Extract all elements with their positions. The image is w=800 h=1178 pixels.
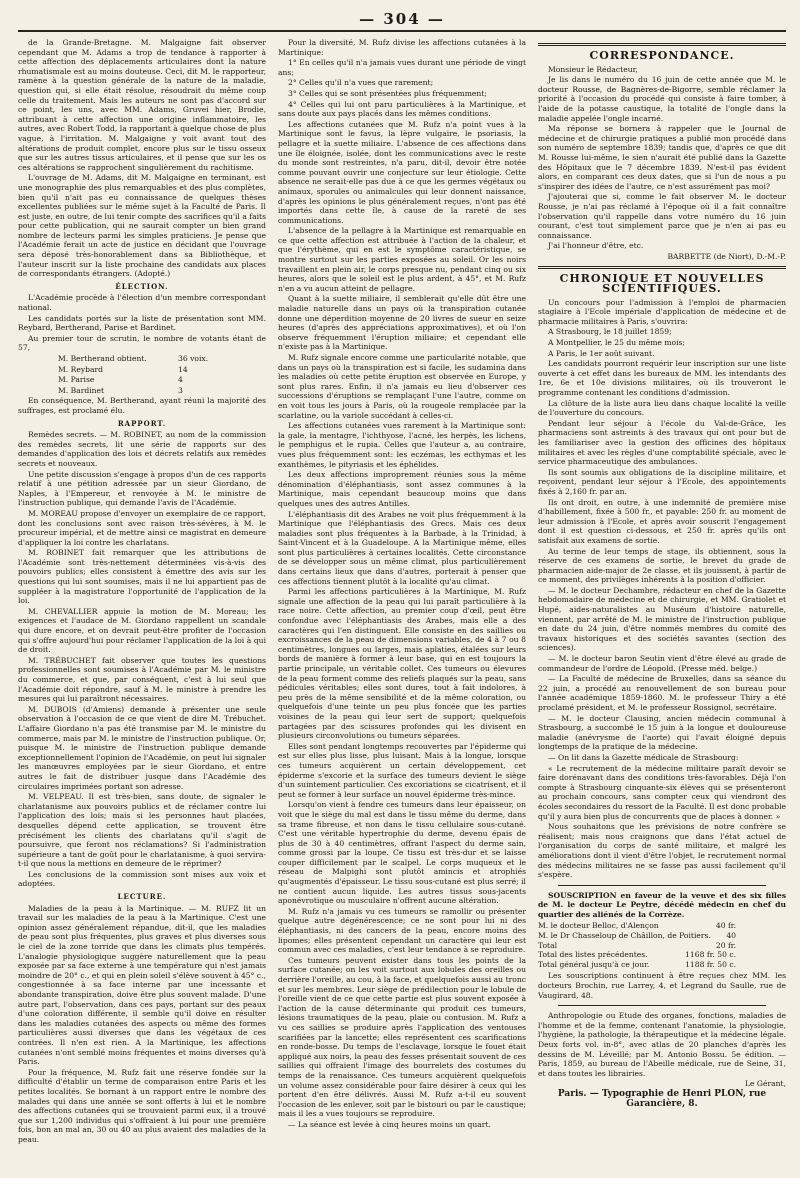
paragraph: Les souscriptions continuent à être reçues chez MM. les docteurs Brochin, rue Larrey, 4, et Legrand du Saulle, rue de Vaugirard, 48. [538,971,786,1000]
paragraph: A Strasbourg, le 18 juillet 1859; [548,327,672,337]
paragraph: M. Rufz signale encore comme une particularité notable, que dans un pays où la transpiration est si facile, les sudamina dans les maladies où cette petite éruption est observée en Europe, y sont plus rares. Enfin, il n'a jamais eu lieu d'observer ces successions d'éruptions se remplaçant l'une l'autre, comme on en voit tous les jours à Paris, où la rougeole remplacée par la scarlatine, ou la variole succédant à celles-ci. [278,353,526,420]
subscription-heading: SOUSCRIPTION en faveur de la veuve et des six filles de M. le docteur Le Peytre, décédé médecin en chef du quartier des aliénés de la Corrèze. [538,890,786,919]
paragraph: — La Faculté de médecine de Bruxelles, dans sa séance du 22 juin, a procédé au renouvellement de son bureau pour l'année académique 1859-1860. M. le professeur Thiry a été proclamé président, et M. le professeur Rossignol, secrétaire. [538,674,786,712]
list-item: 1° En celles qu'il n'a jamais vues durant une période de vingt ans; [278,58,526,77]
paragraph: Pendant leur séjour à l'école du Val-de-Grâce, les pharmaciens sont astreints à des travaux qui ont pour but de les familiariser avec la gestion des officines des hôpitaux militaires et avec les règles d'une comptabilité spéciale, avec le service pharmaceutique des ambulances. [538,418,786,467]
section-heading-chronique: CHRONIQUE ET NOUVELLES SCIENTIFIQUES. [559,272,765,296]
paragraph: Ils ont droit, en outre, à une indemnité de première mise d'habillement, fixée à 500 fr., et payable: 250 fr. au moment de leur admission à l'Ecole, et après avoir souscrit l'engagement dont il est question ci-dessous, et 250 fr. après qu'ils ont satisfait aux examens de sortie. [538,497,786,545]
paragraph: Au premier tour de scrutin, le nombre de votants étant de 57, [18,333,266,353]
paragraph: M. ROBINET fait remarquer que les attributions de l'Académie sont très-nettement déterminées vis-à-vis des pouvoirs publics; elles consistent à émettre des avis sur les questions qui lui sont soumises, mais il ne lui appartient pas de suppléer à la magistrature l'opportunité de l'application de la loi. [18,548,266,606]
paragraph: — M. le docteur baron Seutin vient d'être élevé au grade de commandeur de l'ordre de Léopold. (Presse méd. belge.) [538,654,786,673]
double-rule [538,43,786,46]
section-heading-rapport: RAPPORT. [117,418,167,428]
list-item: 2° Celles qu'il n'a vues que rarement; [288,78,434,88]
divider [558,1005,766,1006]
paragraph: — M. le docteur Dechambre, rédacteur en chef de la Gazette hebdomadaire de médecine et de chirurgie, et MM. Gratiolet et Hupé, aides-naturalistes au Muséum d'histoire naturelle, viennent, par arrêté de M. le ministre de l'instruction publique en date du 24 juin, d'être nommés membres du comité des travaux historiques et des sociétés savantes (section des sciences). [538,585,786,653]
signature: BARBETTE (de Niort), D.-M.-P. [667,251,786,261]
paragraph: Quant à la suette miliaire, il semblerait qu'elle dût être une maladie naturelle dans un pays où la transpiration cutanée donne une déperdition moyenne de 20 livres de sueur en seize heures (d'après des appréciations approximatives), et où l'on observe fréquemment l'éruption miliaire; et cependant elle n'existe pas à la Martinique. [278,294,526,352]
paragraph: La clôture de la liste aura lieu dans chaque localité la veille de l'ouverture du concours. [538,398,786,418]
vote-row: M. Reybard 14 [58,364,188,374]
paragraph: M. CHEVALLIER appuie la motion de M. Moreau; les exigences et l'audace de M. Giordano rappellent un scandale qui dure encore, et on devrait peut-être profiter de l'occasion qui s'offre aujourd'hui pour réclamer l'application de la loi à qui de droit. [18,606,266,655]
paragraph: En conséquence, M. Bertherand, ayant réuni la majorité des suffrages, est proclamé élu. [18,396,266,415]
subscription-row: M. le Dr Chasseloup de Châillon, de Poitiers. 40 [538,931,736,941]
paragraph: Remèdes secrets. — M. ROBINET, au nom de la commission des remèdes secrets, lit une série de rapports sur des demandes d'application des lois et décrets relatifs aux remèdes secrets et nouveaux. [18,430,266,468]
salutation: Monsieur le Rédacteur, [548,64,638,74]
paragraph: Les conclusions de la commission sont mises aux voix et adoptées. [18,869,266,889]
paragraph: Pour la diversité, M. Rufz divise les affections cutanées à la Martinique: [278,38,526,57]
paragraph: Parmi les affections particulières à la Martinique, M. Rufz signale une affection de la peau qui lui paraît particulière à la race noire. Cette affection, au premier coup d'œil, peut être confondue avec l'éléphantiasis des Arabes, mais elle a des caractères qui l'en distinguent. Elle consiste en des saillies ou excroissances de la peau de dimensions variables, de 4 à 7 ou 8 centimètres, longues ou larges, mais aplaties, étalées sur leurs bords de manière à former à leur base, qui en est toujours la partie principale, un véritable collet. Ces tumeurs ou élevures de la peau forment comme des reliefs plaqués sur la peau, sans pédicules véritables; elles sont dures, tout à fait indolores, à peu près de la même sensibilité et de la même coloration, ou quelquefois d'une teinte un peu plus foncée que les parties voisines de la peau qui leur sert de support; quelquefois partagées par des scissures profondes qui les divisent en plusieurs circonvolutions ou tumeurs séparées. [278,587,526,741]
vote-row: M. Bertherand obtient. 36 voix. [58,354,209,363]
subscription-row: Total 20 fr. [538,940,736,950]
paragraph: J'ajouterai que si, comme le fait observer M. le docteur Rousse, je n'ai pas réclamé à l'époque où il a fait connaître l'observation qu'il rappelle dans votre numéro du 16 juin courant, c'est tout simplement parce que je n'en ai pas eu connaissance. [538,192,786,240]
paragraph: L'ouvrage de M. Adams, dit M. Malgaigne en terminant, est une monographie des plus remarquables et des plus complètes, bien qu'il n'ait pas eu connaissance de quelques thèses excellentes publiées sur le même sujet à la Faculté de Paris. Il est juste, en outre, de lui tenir compte des sacrifices qu'il a faits pour cette publication, qui ne saurait compter un bien grand nombre de lecteurs parmi les simples praticiens. Je pense que l'Académie ferait un acte de justice en décidant que l'ouvrage sera déposé très-honorablement dans sa Bibliothèque, et l'auteur inscrit sur la liste prochaine des candidats aux places de correspondants étrangers. (Adopté.) [18,173,266,279]
paragraph: Lorsqu'on vient à fendre ces tumeurs dans leur épaisseur, on voit que le siège du mal est dans le tissu même du derme, dans sa trame fibreuse, et non dans le tissu cellulaire sous-cutané. C'est une véritable hypertrophie du derme, devenu épais de plus de 30 à 40 centimètres, offrant l'aspect du derme sain, comme grossi par la loupe. Ce tissu est très-dur et se laisse couper difficilement par le scalpel. Le corps muqueux et le réseau de Malpighi sont plutôt amincis et atrophiés qu'augmentés d'épaisseur. Le tissu sous-cutané est plus serré; il ne contient aucun liquide. Les autres tissus sous-jacents aponévrotique ou musculaire n'offrent aucune altération. [278,800,526,906]
paragraph: Elles sont pendant longtemps recouvertes par l'épiderme qui est sur elles plus lisse, plus luisant. Mais à la longue, lorsque ces tumeurs acquièrent un certain développement, cet épiderme s'excorie et la surface des tumeurs devient le siège d'un suintement particulier. Ces excoriations se cicatrisent, et il peut se former à leur surface un nouvel épiderme très-mince. [278,741,526,799]
closing-line: — La séance est levée à cinq heures moins un quart. [288,1119,491,1129]
column-1 [18,38,266,1158]
paragraph: de la Grande-Bretagne. M. Malgaigne fait observer cependant que M. Adams a trop de tendance à rapporter à cette affection des déplacements articulaires dont la nature rhumatismale est au moins douteuse. Ceci, dit M. le rapporteur, ramène à la question générale de la nature de la maladie, question qui, si elle était résolue, résoudrait du même coup celle du traitement. Mais les auteurs ne sont pas d'accord sur ce point, les uns, avec MM. Adams, Gruvei hier, Brodie, attribuant à cette affection une origine inflammatoire, les autres, avec Robert Todd, la rapportant à quelque chose de plus vague, à l'irritation. M. Malgaigne y voit avant tout des altérations de produit complet, encore plus sur le tissu osseux que sur les autres tissus articulaires, et il pense que sur les os ces altérations se rapprochent singulièrement du rachitisme. [18,38,266,172]
subscription-row: Total général jusqu'à ce jour. 1188 fr. 50 c. [538,959,736,969]
paragraph: L'absence de la pellagre à la Martinique est remarquable en ce que cette affection est attribuée à l'action de la chaleur, et que l'érythème, qui en est le symptôme caractéristique, se montre surtout sur les parties exposées au soleil. Or les noirs travaillent en plein air, le corps presque nu, pendant cinq ou six heures, alors que le soleil est le plus ardent, à 45°, et M. Rufz n'en a vu aucun atteint de pellagre. [278,226,526,293]
paragraph: M. VELPEAU. Il est très-bien, sans doute, de signaler le charlatanisme aux pouvoirs publics et de réclamer contre lui l'application des lois; mais si les personnes haut placées, desquelles dépend cette application, se trouvent être précisément les clients des charlatans qu'il s'agit de poursuivre, que feront nos réclamations? Si l'administration supérieure a tant de goût pour le charlatanisme, à quoi servira-t-il que nous la mettions en demeure de le réprimer? [18,792,266,869]
paragraph: M. MOREAU propose d'envoyer un exemplaire de ce rapport, dont les conclusions sont avec raison très-sévères, à M. le procureur impérial, et de mettre ainsi ce magistrat en demeure d'appliquer la loi contre les charlatans. [18,508,266,547]
vote-row: M. Parise 4 [58,375,183,385]
list-item: 4° Celles qui lui ont paru particulières à la Martinique, et sans doute aux pays placés dans les mêmes conditions. [278,99,526,119]
page-number: — 304 — [359,10,445,28]
subscription-row: M. le docteur Belloc, d'Alençon 40 fr. [538,921,736,931]
paragraph: M. TRÉBUCHET fait observer que toutes les questions professionnelles sont soumises à l'Académie par M. le ministre du commerce, et que, par conséquent, c'est à lui seul que l'Académie doit répondre, sauf à M. le ministre à prendre les mesures qui lui paraîtront nécessaires. [18,655,266,704]
paragraph: Un concours pour l'admission à l'emploi de pharmacien stagiaire à l'Ecole impériale d'application de médecine et de pharmacie militaires à Paris, s'ouvrira: [538,297,786,326]
paragraph: Ces tumeurs peuvent exister dans tous les points de la surface cutanée; on les voit surtout aux lobules des oreilles ou derrière l'oreille, au cou, à la face, et quelquefois aussi au tronc et sur les membres. Leur siège de prédilection pour le lobule de l'oreille vient de ce que cette partie est plus souvent exposée à l'action de la cause déterminante qui produit ces tumeurs, lésions traumatiques de la peau, plaie ou contusion. M. Rufz a vu ces saillies se produire après l'application des ventouses scarifiées par la lancette; elles représentent ces scarifications en ronde-bosse. Du temps de l'esclavage, lorsque le fouet était appliqué aux noirs, la peau des fesses présentait souvent de ces saillies qui offraient l'image des bourrelets des costumes du temps de la renaissance. Ces tumeurs acquièrent quelquefois un volume assez considérable pour faire désirer à ceux qui les portent d'en être délivrés. Aussi M. Rufz a-t-il eu souvent l'occasion de les enlever, soit par le bistouri ou par le caustique; mais il les a vues toujours se reproduire. [278,955,526,1119]
columns [18,38,786,1158]
vote-row: M. Bardinet 3 [58,385,183,395]
paragraph: M. Rufz n'a jamais vu ces tumeurs se ramollir ou présenter quelque autre dégénérescence; ce ne sont pour lui ni des éléphantiasis, ni des cancers de la peau, encore moins des lipomes; elles présentent cependant un caractère qui leur est commun avec ces maladies, c'est leur tendance à se reproduire. [278,906,526,955]
header-rule [18,30,786,32]
paragraph: Je lis dans le numéro du 16 juin de cette année que M. le docteur Rousse, de Bagnères-de-Bigorre, semble réclamer la priorité à l'occasion du procédé qui consiste à faire tomber, à l'aide de la potasse caustique, la totalité de l'ongle dans la maladie appelée l'ongle incarné. [538,75,786,123]
paragraph: Pour la fréquence, M. Rufz fait une réserve fondée sur la difficulté d'établir un terme de comparaison entre Paris et les petites localités. Se bornant à un rapport entre le nombre des malades qui dans une année se sont offerts à lui et le nombre des affections cutanées qui se trouvaient parmi eux, il a trouvé que sur 1,200 individus qui s'offraient à lui pour une première fois, bon an mal an, 30 ou 40 au plus avaient des maladies de la peau. [18,1067,266,1144]
paragraph: L'Académie procède à l'élection d'un membre correspondant national. [18,293,266,313]
paragraph: « Le recrutement de la médecine militaire paraît devoir se faire dorénavant dans des conditions très-favorables. Déjà l'on compte à Strasbourg cinquante-six élèves qui se présenteront au prochain concours, sans compter ceux qui viendront des écoles secondaires du ressort de la Faculté. Il est donc probable qu'il y aura bien plus de concurrents que de places à donner. » [538,763,786,821]
book-notice: Anthropologie ou Etude des organes, fonctions, maladies de l'homme et de la femme, contenant l'anatomie, la physiologie, l'hygiène, la pathologie, la thérapeutique et la médecine légale. Deux forts vol. in-8°, avec atlas de 20 planches d'après les dessins de M. Léveillé; par M. Antonio Bossu. 5e édition. — Paris, 1859, au bureau de l'Abeille médicale, rue de Seine, 31, et dans toutes les librairies. [538,1011,786,1078]
paragraph: L'éléphantiasis dit des Arabes ne voit plus fréquemment à la Martinique que l'éléphantiasis des Grecs. Mais ces deux maladies sont plus fréquentes à la Barbade, à la Trinidad, à Saint-Vincent et à la Guadeloupe. A la Martinique même, elles sont plus particulières à certaines localités. Cette circonstance de se développer sous un même climat, plus particulièrement dans certains lieux que dans d'autres, porterait à penser que ces affections tiennent plutôt à la localité qu'au climat. [278,509,526,586]
paragraph: Maladies de la peau à la Martinique. — M. RUFZ lit un travail sur les maladies de la peau à la Martinique. C'est une opinion assez généralement répandue, dit-il, que les maladies de peau sont plus fréquentes, plus graves et plus diverses sous le ciel de la zone torride que dans les climats plus tempérés. L'analogie physiologique suggère naturellement que la peau exposée par sa face externe à une température qui n'est jamais moindre de 20° c., et qui en plein soleil s'élève souvent à 45° c., congestionnée à sa face interne par une incessante et abondante transpiration, doive être plus souvent malade. D'une autre part, l'observation, dans ces pays, portant sur des peaux d'une coloration différente, il semble qu'il doive en résulter dans les maladies cutanées des aspects ou même des formes particulières aussi diverses que dans les végétaux de ces contrées. Il n'en est rien. A la Martinique, les affections cutanées n'ont semblé moins fréquentes et moins diverses qu'à Paris. [18,903,266,1067]
double-rule [538,266,786,269]
paragraph: M. DUBOIS (d'Amiens) demande à présenter une seule observation à l'occasion de ce que vient de dire M. Trébuchet. L'affaire Giordano n'a pas été transmise par M. le ministre du commerce, mais par M. le ministre de l'instruction publique. Or, puisque M. le ministre de l'instruction publique demande exceptionnellement l'opinion de l'Académie, on peut lui signaler les manœuvres employées par le sieur Giordano, et entre autres le fait de distribuer jusque dans l'Académie des circulaires imprimées portant son adresse. [18,704,266,791]
paragraph: A Montpellier, le 25 du même mois; [548,338,685,348]
paragraph: Ils sont soumis aux obligations de la discipline militaire, et reçoivent, pendant leur séjour à l'Ecole, des appointements fixés à 2,160 fr. par an. [538,467,786,496]
list-item: 3° Celles qui se sont présentées plus fréquemment; [288,88,487,98]
paragraph: Les deux affections improprement réunies sous la même dénomination d'éléphantiasis, sont assez communes à la Martinique, mais cependant beaucoup moins que dans quelques unes des autres Antilles. [278,470,526,508]
paragraph: Une petite discussion s'engage à propos d'un de ces rapports relatif à une pétition adressée par un sieur Giordano, de Naples, à l'Empereur, et renvoyée à M. le ministre de l'instruction publique, qui demande l'avis de l'Académie. [18,469,266,508]
paragraph: — M. le docteur Clausing, ancien médecin communal à Strasbourg, a succombé le 15 juin à la longue et douloureuse maladie (anévrysme de l'aorte) qui l'avait éloigné depuis longtemps de la pratique de la médecine. [538,713,786,752]
paragraph: Ma réponse se bornera à rappeler que le Journal de médecine et de chirurgie pratiques a publié mon procédé dans son numéro de septembre 1839; tandis que, d'après ce que dit M. Rousse lui-même, le sien n'aurait été publié dans la Gazette des Hôpitaux que le 7 décembre 1839. N'est-il pas évident alors, en comparant ces deux dates, que si l'un de nous a pu s'inspirer des idées de l'autre, ce n'est assurément pas moi? [538,124,786,191]
subscription-table [538,921,786,969]
section-heading-election: ÉLECTION. [115,281,169,291]
paragraph: Les affections cutanées vues rarement à la Martinique sont: la gale, la mentagre, l'ichthyose, l'acné, les herpès, les lichens, le pemphigus et le rupia. Celles que l'auteur a, au contraire, vues plus fréquemment sont: les eczémas, les ecthymas et les exanthèmes, le pityriasis et les éphélides. [278,421,526,469]
paragraph: Les candidats pourront requérir leur inscription sur une liste ouverte à cet effet dans les bureaux de MM. les intendants des 1re, 6e et 10e divisions militaires, où ils trouveront le programme contenant les conditions d'admission. [538,359,786,397]
paragraph: Les candidats portés sur la liste de présentation sont MM. Reybard, Bertherand, Parise et Bardinet. [18,313,266,333]
subscription-row: Total des listes précédentes. 1168 fr. 50 c. [538,950,736,960]
column-3 [538,38,786,1158]
section-heading-correspondance: CORRESPONDANCE. [589,49,735,62]
printer-line: Paris. — Typographie de Henri PLON, rue Garancière, 8. [557,1088,767,1109]
paragraph: J'ai l'honneur d'être, etc. [548,241,644,251]
paragraph: Nous souhaitons que les prévisions de notre confrère se réalisent; mais nous craignons que dans l'état actuel de l'organisation du corps de santé militaire, et malgré les améliorations dont il vient d'être l'objet, le recrutement normal des médecins militaires ne se fasse pas aussi facilement qu'il s'espère. [538,822,786,880]
gerant-label: Le Gérant, [744,1079,786,1089]
paragraph: Les affections cutanées que M. Rufz n'a point vues à la Martinique sont le favus, la lèpre vulgaire, le psoriasis, la pellagre et la suette miliaire. L'absence de ces affections dans une île éloignée, isolée, dont les communications avec le reste du monde sont restreintes, n'a paru, dit-il, devoir être notée comme pouvant ouvrir une conjecture sur leur étiologie. Cette absence ne serait-elle pas due à ce que les germes végétaux ou animaux, sporules ou animalcules qui leur donnent naissance, d'après les opinions le plus généralement reçues, n'ont pas été importés dans cette île, à cause de la rareté de ses communications. [278,119,526,225]
paragraph: A Paris, le 1er août suivant. [548,348,655,358]
divider [558,885,766,886]
paragraph: — On lit dans la Gazette médicale de Strasbourg: [548,752,739,762]
paragraph: Au terme de leur temps de stage, ils obtiennent, sous la réserve de ces examens de sortie, le brevet du grade de pharmacien aide-major de 2e classe, et ils jouissent, à partir de ce moment, des privilèges inhérents à la position d'officier. [538,546,786,585]
section-heading-lecture: LECTURE. [117,892,167,902]
column-2 [278,38,526,1158]
